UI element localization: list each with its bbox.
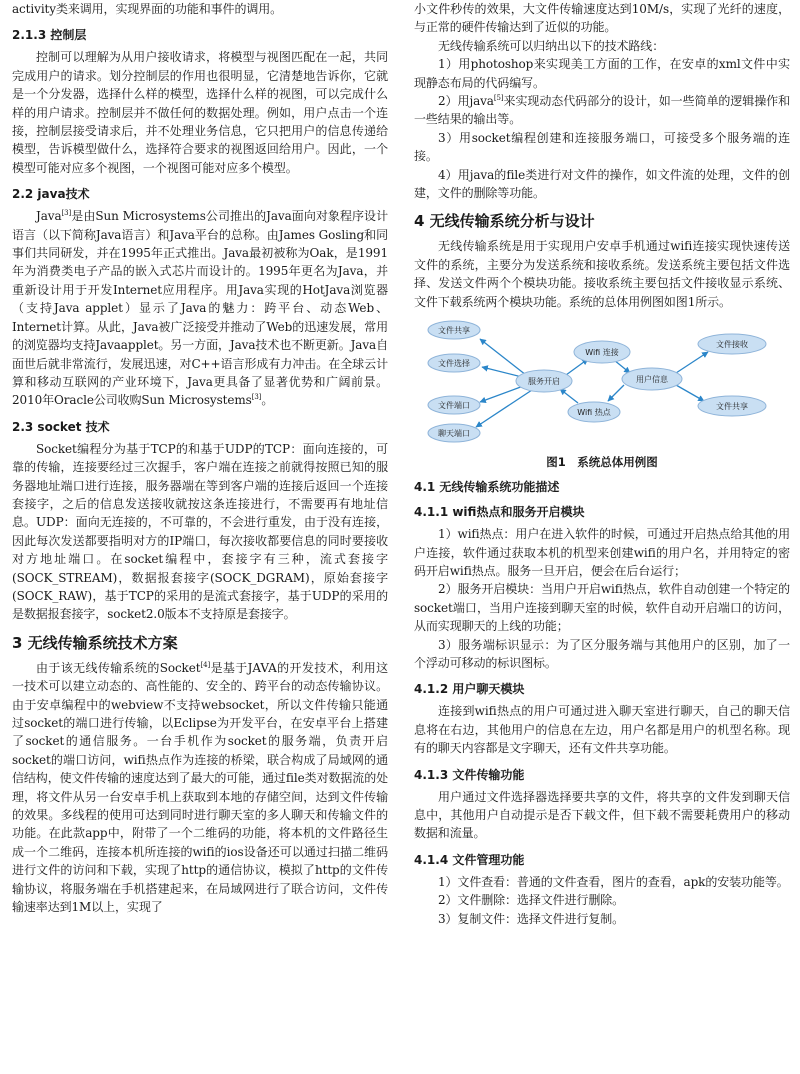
node-file-port — [428, 396, 480, 414]
paragraph-tech-route: 无线传输系统可以归纳出以下的技术路线： — [438, 38, 665, 53]
citation-ref: [3] — [61, 209, 72, 218]
node-service-start — [516, 370, 572, 392]
edge-hotspot-to-service — [560, 389, 578, 403]
node-label: 用户信息 — [636, 375, 668, 385]
route-item-4: 4）用java的file类进行对文件的操作，如文件流的处理，文件的创建，文件的删除等功能。 — [414, 167, 790, 201]
edge-service-to-chat — [476, 390, 532, 427]
node-wifi-hotspot — [568, 402, 620, 422]
citation-ref: [4] — [200, 660, 211, 669]
heading-4-1: 4.1 无线传输系统功能描述 — [414, 480, 560, 495]
heading-section-3: 3 无线传输系统技术方案 — [12, 633, 178, 652]
intro-paragraph: activity类来调用，实现界面的功能和事件的调用。 — [12, 2, 283, 16]
node-label: 文件接收 — [716, 340, 748, 350]
heading-4-1-3: 4.1.3 文件传输功能 — [414, 767, 525, 782]
node-label: 文件端口 — [438, 401, 470, 411]
heading-4-1-2: 4.1.2 用户聊天模块 — [414, 682, 525, 697]
heading-4-1-1: 4.1.1 wifi热点和服务开启模块 — [414, 505, 585, 520]
node-file-share-right — [698, 396, 766, 416]
heading-section-4: 4 无线传输系统分析与设计 — [414, 212, 595, 231]
node-chat-port — [428, 424, 480, 442]
node-file-receive — [698, 334, 766, 354]
route-item-2: 2）用java[5]来实现动态代码部分的设计，如一些简单的逻辑操作和一些结果的输出等。 — [414, 94, 790, 127]
paragraph-system-design: 无线传输系统是用于实现用户安卓手机通过wifi连接实现快速传送文件的系统，主要分为发送系统和接收系统。发送系统主要包括文件选择、发送文件两个个模块功能。接收系统主要包括文件接收显示系统、文件下载系统两个模块功能。系统的总体用例图如图1所示。 — [414, 239, 790, 309]
heading-2-2: 2.2 java技术 — [12, 187, 90, 202]
node-file-select — [428, 354, 480, 372]
node-label: 文件共享 — [438, 326, 470, 336]
edge-user-to-receive — [676, 352, 708, 373]
paragraph-socket: Socket编程分为基于TCP的和基于UDP的TCP：面向连接的，可靠的传输，连接要经过三次握手，客户端在连接之前就得按照已知的服务器地址端口进行连接，服务器端在等到客户端的连接后返回一个连接套接字，之后的信息发送接收就按这条连接进行，不需要再有地址信息。UDP：面向无连接的，不可靠的，不会进行重发，由于没有连接，因此每次发送都要指明对方的IP端口，每次接收都要信息的同时要接收对方地址端口。在socket编程中，套接字有三种，流式套接字(SOCK_STREAM)，数据报套接字(SOCK_DGRAM)，原始套接字(SOCK_RAW)，基于TCP的采用的是流式套接字，基于UDP的采用的是数据报套接字，socket2.0版本不支持原是套接字。 — [12, 441, 388, 622]
node-file-share-left — [428, 321, 480, 339]
node-user-info — [622, 368, 682, 390]
edge-user-to-share — [676, 385, 704, 401]
edge-service-to-wifi-connect — [566, 359, 588, 375]
route-item-1: 1）用photoshop来实现美工方面的工作，在安卓的xml文件中实现静态布局的代码编写。 — [414, 57, 790, 90]
route-item-3: 3）用socket编程创建和连接服务端口，可接受多个服务端的连接。 — [414, 130, 790, 164]
heading-4-1-4: 4.1.4 文件管理功能 — [414, 852, 525, 867]
edge-user-to-hotspot — [608, 385, 624, 401]
paragraph-java: Java[3]是由Sun Microsystems公司推出的Java面向对象程序设计语言（以下简称Java语言）和Java平台的总称。由James Gosling和同事们共同研发，并在1995年正式推出。Java最初被称为Oak，是1991年为消费类电子产品的嵌入式芯片而设计的。1995年更名为Java，并重新设计用于开发Internet应用程序。用Java实现的HotJava浏览器（支持Java applet）显示了Java的魅力：跨平台、动态Web、Internet计算。从此，Java被广泛接受并推动了Web的迅速发展，常用的浏览器均支持Javaapplet。另一方面，Java技术也不断更新。Java自面世后就非常流行，发展迅速，对C++语言形成有力冲击。在全球云计算和移动互联网的产业环境下，Java更具备了显著优势和广阔前景。2010年Oracle公司收购Sun Microsystems[3]。 — [12, 209, 388, 408]
paragraph-4-1-3: 用户通过文件选择器选择要共享的文件，将共享的文件发到聊天信息中，其他用户自动提示是否下载文件，但下载不需要耗费用户的移动数据和流量。 — [414, 789, 790, 841]
paragraph-4-1-1-item-3: 3）服务端标识显示：为了区分服务端与其他用户的区别，加了一个浮动可移动的标识图标。 — [414, 637, 790, 670]
node-wifi-connect — [574, 341, 630, 363]
edge-service-to-port — [480, 385, 526, 402]
node-label: 聊天端口 — [438, 429, 470, 439]
use-case-diagram-svg — [414, 317, 790, 452]
right-column — [414, 0, 790, 928]
edge-service-to-share — [480, 339, 526, 375]
use-case-diagram — [414, 317, 790, 452]
paragraph-4-1-2: 连接到wifi热点的用户可通过进入聊天室进行聊天，自己的聊天信息将在右边，其他用户的信息在左边，用户名都是用户的机型名称。现有的聊天内容都是文字聊天，还有文件共享功能。 — [414, 704, 790, 756]
node-label: Wifi 连接 — [585, 348, 619, 358]
node-label: 文件共享 — [716, 402, 748, 412]
left-column — [12, 0, 388, 916]
paragraph-4-1-4-item-3: 3）复制文件：选择文件进行复制。 — [438, 911, 625, 926]
citation-ref: [5] — [493, 94, 504, 103]
paragraph-4-1-4-item-2: 2）文件删除：选择文件进行删除。 — [438, 893, 625, 908]
paragraph-4-1-1-item-2: 2）服务开启模块：当用户开启wifi热点，软件自动创建一个特定的socket端口，当用户连接到聊天室的时候，软件自动开启端口的访问，从而实现聊天的上线的功能； — [414, 582, 790, 634]
heading-2-1-3: 2.1.3 控制层 — [12, 28, 87, 43]
node-label: 文件选择 — [438, 359, 470, 369]
paragraph-4-1-4-item-1: 1）文件查看：普通的文件查看，图片的查看，apk的安装功能等。 — [438, 874, 789, 889]
citation-ref: [3] — [251, 393, 262, 402]
node-label: 服务开启 — [528, 377, 560, 387]
figure-caption: 图1 系统总体用例图 — [546, 455, 658, 470]
node-label: Wifi 热点 — [577, 408, 611, 418]
paragraph-control-layer: 控制可以理解为从用户接收请求，将模型与视图匹配在一起，共同完成用户的请求。划分控制层的作用也很明显，它清楚地告诉你，它就是一个分发器，选择什么样的模型，选择什么样的视图，可以完成什么样的用户请求。控制层并不做任何的数据处理。例如，用户点击一个连接，控制层接受请求后，并不处理业务信息，它只把用户的信息传递给模型，告诉模型做什么，选择符合要求的视图返回给用户。因此，一个模型可能对应多个视图，一个视图可能对应多个模型。 — [12, 50, 388, 175]
paragraph-4-1-1-item-1: 1）wifi热点：用户在进入软件的时候，可通过开启热点给其他的用户连接，软件通过获取本机的机型来创建wifi的用户名，并用特定的密码开启wifi热点。服务一旦开启，便会在后台运行； — [414, 527, 790, 578]
paragraph-tech-scheme: 由于该无线传输系统的Socket[4]是基于JAVA的开发技术，利用这一技术可以建立动态的、高性能的、安全的、跨平台的动态传输协议。由于安卓编程中的webview不支持websocket，所以文件传输只能通过socket的端口进行传输，以Eclipse为开发平台，在安卓平台上搭建了socket的通信服务。一台手机作为socket的服务端，负责开启socket的端口访问，wifi热点作为连接的桥梁，联合构成了局域网的通信结构，使文件传输的速度达到了最大的可能，通过file类对数据流的处理，将文件从另一台安卓手机上获取到本地的存储空间，达到文件传输的效果。多线程的使用可达到同时进行聊天室的多人聊天和传输文件的功能。在此款app中，附带了一个二维码的功能，将本机的文件路径生成一个二维码，连接本机所连接的wifi的ios设备还可以通过扫描二维码进行文件的访问和下载，实现了http的通信协议，模拟了http的文件传输协议，将服务端在手机搭建起来，在局域网进行了联合访问，文件传输速率达到1M以上，实现了 — [12, 660, 388, 915]
heading-2-3: 2.3 socket 技术 — [12, 419, 110, 434]
paragraph-continued: 小文件秒传的效果，大文件传输速度达到10M/s，实现了光纤的速度，与正常的硬件传输达到了近似的功能。 — [414, 2, 790, 35]
